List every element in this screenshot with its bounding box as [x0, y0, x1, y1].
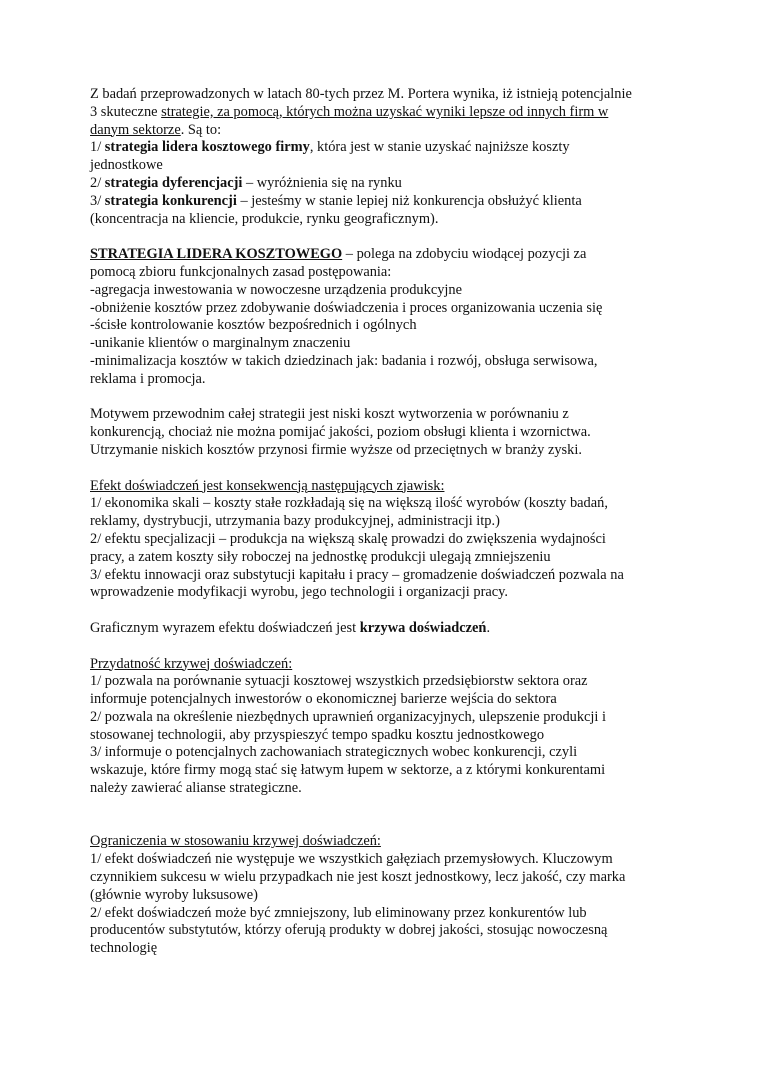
list-item: 2/ efekt doświadczeń może być zmniejszony, lub eliminowany przez konkurentów lub [90, 904, 587, 921]
list-item: 1/ pozwala na porównanie sytuacji kosztowej wszystkich przedsiębiorstw sektora oraz [90, 673, 588, 690]
paragraph-gap [90, 798, 700, 834]
text-line: należy zawierać aliansе strategiczne. [90, 780, 302, 797]
item-number: 2/ [90, 174, 105, 191]
text-run: – wyróżnienia się na rynku [242, 174, 402, 191]
text-line [90, 620, 700, 638]
text-line [90, 122, 700, 140]
text-line: producentów substytutów, którzy oferują produkty w dobrej jakości, stosując nowoczesną [90, 922, 608, 939]
bold-term: krzywa doświadczeń [359, 619, 487, 636]
paragraph-gap [90, 460, 700, 478]
text-run: . [486, 619, 491, 636]
limits-section [90, 833, 700, 958]
list-item: 1/ ekonomika skali – koszty stałe rozkładają się na większą ilość wyrobów (koszty badań, [90, 495, 608, 512]
text-line: reklama i promocja. [90, 370, 206, 387]
motive-paragraph [90, 406, 700, 459]
text-line: reklamy, dystrybucji, utrzymania bazy produkcyjnej, administracji itp.) [90, 513, 500, 530]
text-run: Graficznym wyrazem efektu doświadczeń jest [90, 619, 360, 636]
strategy-name: strategia konkurencji [104, 192, 237, 209]
text-run: 3 skuteczne [90, 103, 162, 120]
paragraph-gap [90, 638, 700, 656]
section-heading: Efekt doświadczeń jest konsekwencją następujących zjawisk: [90, 477, 445, 494]
text-line: stosowanej technologii, aby przyspieszyć tempo spadku kosztu jednostkowego [90, 726, 545, 743]
strategy-item-1 [90, 139, 700, 157]
list-item: -agregacja inwestowania w nowoczesne urządzenia produkcyjne [90, 281, 462, 298]
section-heading: Ograniczenia w stosowaniu krzywej doświadczeń: [90, 833, 381, 850]
text-line: jednostkowe [90, 157, 163, 174]
text-run: – polega na zdobyciu wiodącej pozycji za [342, 246, 587, 263]
text-line: (koncentracja na kliencie, produkcie, rynku geograficznym). [90, 210, 439, 227]
text-line [90, 104, 700, 122]
text-line: wskazuje, które firmy mogą stać się łatwym łupem w sektorze, a z którymi konkurentami [90, 762, 606, 779]
text-line: Motywem przewodnim całej strategii jest niski koszt wytworzenia w porównaniu z [90, 406, 569, 423]
item-number: 1/ [90, 139, 105, 156]
text-line: pracy, a zatem koszty siły roboczej na jednostkę produkcji ulegają zmniejszeniu [90, 548, 551, 565]
text-line: pomocą zbioru funkcjonalnych zasad postępowania: [90, 263, 392, 280]
text-line: Utrzymanie niskich kosztów przynosi firmie wyższe od przeciętnych w branży zyski. [90, 441, 582, 458]
intro-paragraph [90, 86, 700, 228]
list-item: 2/ efektu specjalizacji – produkcja na większą skalę prowadzi do zwiększenia wydajności [90, 530, 606, 547]
section-heading: STRATEGIA LIDERA KOSZTOWEGO [90, 246, 343, 263]
usefulness-section [90, 656, 700, 798]
text-line: technologię [90, 940, 158, 957]
strategy-item-3 [90, 193, 700, 211]
underlined-text: strategie, za pomocą, których można uzyskać wyniki lepsze od innych firm w [161, 103, 609, 120]
list-item: -minimalizacja kosztów w takich dziedzinach jak: badania i rozwój, obsługa serwisowa, [90, 352, 598, 369]
text-line [90, 246, 700, 264]
text-run: , która jest w stanie uzyskać najniższe koszty [309, 139, 570, 156]
list-item: -unikanie klientów o marginalnym znaczeniu [90, 335, 351, 352]
list-item: -ścisłe kontrolowanie kosztów bezpośrednich i ogólnych [90, 317, 417, 334]
strategy-item-2 [90, 175, 700, 193]
strategy-name: strategia lidera kosztowego firmy [104, 139, 310, 156]
list-item: 2/ pozwala na określenie niezbędnych uprawnień organizacyjnych, ulepszenie produkcji i [90, 708, 607, 725]
list-item: 1/ efekt doświadczeń nie występuje we wszystkich gałęziach przemysłowych. Kluczowym [90, 851, 613, 868]
text-line: informuje potencjalnych inwestorów o ekonomicznej barierze wejścia do sektora [90, 691, 557, 708]
list-item: -obniżenie kosztów przez zdobywanie doświadczenia i proces organizowania uczenia się [90, 299, 603, 316]
list-item: 3/ efektu innowacji oraz substytucji kapitału i pracy – gromadzenie doświadczeń pozwala na [90, 566, 624, 583]
section-heading: Przydatność krzywej doświadczeń: [90, 655, 293, 672]
paragraph-gap [90, 389, 700, 407]
text-line: czynnikiem sukcesu w wielu przypadkach nie jest koszt jednostkowy, lecz jakość, czy marka [90, 869, 626, 886]
text-run: . Są to: [180, 121, 222, 138]
underlined-text: danym sektorze [90, 121, 181, 138]
strategy-name: strategia dyferencjacji [104, 174, 243, 191]
graphic-paragraph [90, 620, 700, 638]
cost-leader-section [90, 246, 700, 388]
text-line: wprowadzenie modyfikacji wyrobu, jego technologii i organizacji pracy. [90, 584, 508, 601]
paragraph-gap [90, 602, 700, 620]
list-item: 3/ informuje o potencjalnych zachowaniach strategicznych wobec konkurencji, czyli [90, 744, 578, 761]
text-line: Z badań przeprowadzonych w latach 80-tych przez M. Portera wynika, iż istnieją potencjalnie [90, 86, 632, 102]
experience-section [90, 478, 700, 603]
text-run: – jesteśmy w stanie lepiej niż konkurencja obsłużyć klienta [236, 192, 582, 209]
text-line: konkurencją, chociaż nie można pomijać jakości, poziom obsługi klienta i wzornictwa. [90, 424, 591, 441]
text-line: (głównie wyroby luksusowe) [90, 886, 258, 903]
paragraph-gap [90, 228, 700, 246]
item-number: 3/ [90, 192, 105, 209]
